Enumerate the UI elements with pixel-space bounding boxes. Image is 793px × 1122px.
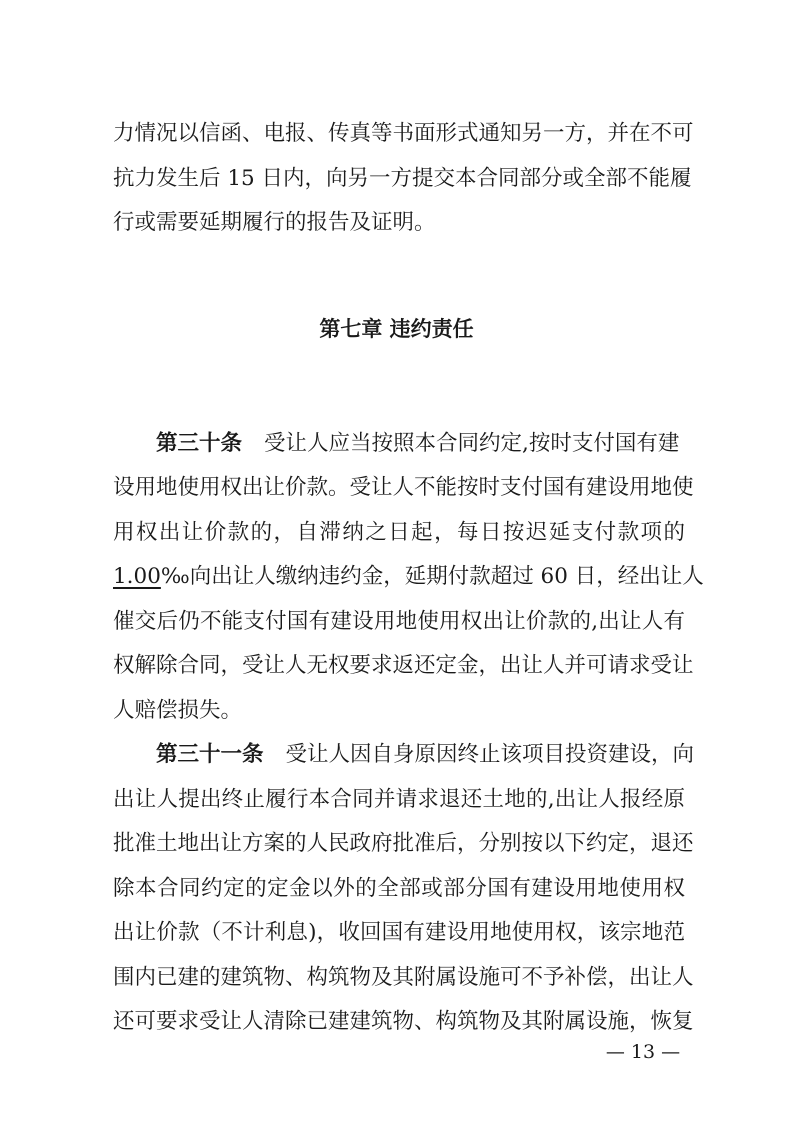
article-30-text: ‰向出让人缴纳违约金，延期付款超过 60 日，经出让人 bbox=[160, 564, 704, 589]
penalty-rate-value: 1.00 bbox=[113, 564, 161, 589]
article-30-line: 催交后仍不能支付国有建设用地使用权出让价款的,出让人有 bbox=[113, 609, 685, 634]
article-31-line: 出让价款（不计利息)，收回国有建设用地使用权，该宗地范 bbox=[113, 920, 685, 945]
article-30-line: 设用地使用权出让价款。受让人不能按时支付国有建设用地使 bbox=[113, 475, 694, 500]
article-30-first-line bbox=[113, 430, 685, 458]
chapter-title: 第七章 违约责任 bbox=[319, 317, 474, 341]
article-30-text: 受让人应当按照本合同约定,按时支付国有建 bbox=[264, 431, 680, 456]
article-31-line: 围内已建的建筑物、构筑物及其附属设施可不予补偿，出让人 bbox=[113, 965, 694, 990]
paragraph-line: 抗力发生后 15 日内，向另一方提交本合同部分或全部不能履 bbox=[113, 166, 692, 191]
article-30-rate-line bbox=[113, 563, 704, 591]
article-30-line: 权解除合同，受让人无权要求返还定金，出让人并可请求受让 bbox=[113, 653, 694, 678]
article-30-line: 人赔偿损失。 bbox=[113, 698, 243, 723]
article-31-text: 受让人因自身原因终止该项目投资建设，向 bbox=[285, 742, 695, 767]
article-31-line: 还可要求受让人清除已建建筑物、构筑物及其附属设施，恢复 bbox=[113, 1009, 694, 1034]
article-31-label: 第三十一条 bbox=[156, 742, 264, 767]
paragraph-line: 行或需要延期履行的报告及证明。 bbox=[113, 210, 436, 235]
paragraph-line: 力情况以信函、电报、传真等书面形式通知另一方，并在不可 bbox=[113, 121, 694, 146]
article-31-line: 批准土地出让方案的人民政府批准后，分别按以下约定，退还 bbox=[113, 831, 694, 856]
article-30-line: 用权出让价款的，自滞纳之日起，每日按迟延支付款项的 bbox=[113, 520, 685, 545]
article-31-first-line bbox=[113, 741, 695, 769]
article-31-line: 出让人提出终止履行本合同并请求退还土地的,出让人报经原 bbox=[113, 787, 685, 812]
page-number: — 13 — bbox=[605, 1041, 681, 1063]
article-30-label: 第三十条 bbox=[156, 431, 243, 456]
article-31-line: 除本合同约定的定金以外的全部或部分国有建设用地使用权 bbox=[113, 876, 685, 901]
